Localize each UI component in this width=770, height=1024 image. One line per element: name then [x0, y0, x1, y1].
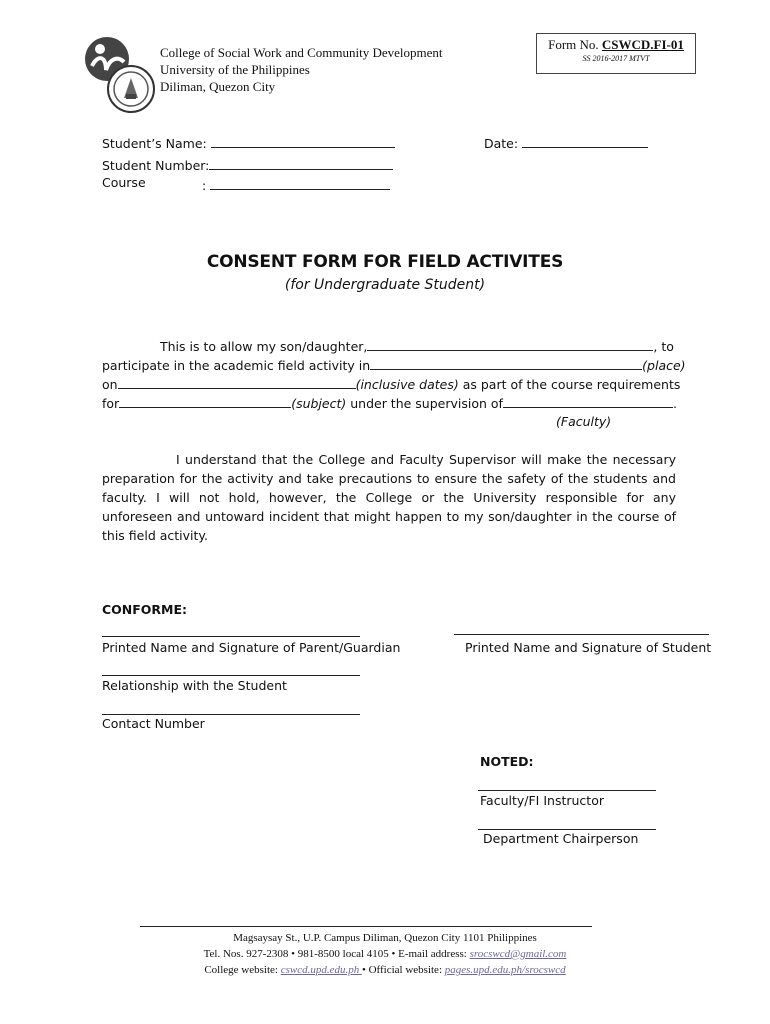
college-site-label: College website: — [204, 964, 281, 976]
place-hint: (place) — [642, 358, 686, 373]
instructor-signature-line[interactable] — [478, 790, 656, 791]
dates-line[interactable] — [118, 374, 356, 389]
consent-text: as part of the course requirements — [458, 377, 681, 392]
faculty-hint-text: (Faculty) — [556, 414, 612, 429]
subject-line[interactable] — [119, 393, 291, 408]
instructor-label: Faculty/FI Instructor — [480, 793, 604, 808]
form-no: CSWCD.FI-01 — [601, 37, 684, 52]
footer — [0, 930, 770, 978]
child-name-line[interactable] — [367, 336, 653, 351]
institution-header — [160, 44, 443, 95]
course-input[interactable] — [202, 175, 390, 193]
consent-text: participate in the academic field activity in — [102, 358, 371, 373]
official-site-label: • Official website: — [361, 964, 445, 976]
consent-text: on — [102, 377, 118, 392]
student-signature-label: Printed Name and Signature of Student — [465, 640, 712, 655]
course-colon: : — [202, 178, 207, 193]
date-field[interactable] — [484, 133, 648, 151]
student-signature-line[interactable] — [454, 634, 709, 635]
place-line[interactable] — [370, 355, 642, 370]
up-seal-logo — [106, 64, 156, 114]
consent-text: for — [102, 396, 120, 411]
chairperson-signature-line[interactable] — [478, 829, 656, 830]
parent-signature-line[interactable] — [102, 636, 360, 637]
college-name: College of Social Work and Community Development — [160, 45, 443, 60]
conforme-heading: CONFORME: — [102, 602, 188, 617]
consent-text: This is to allow my son/daughter, — [160, 339, 368, 354]
student-number-line[interactable] — [209, 155, 393, 170]
student-name-line[interactable] — [211, 133, 395, 148]
date-line[interactable] — [522, 133, 648, 148]
faculty-hint — [556, 412, 611, 431]
liability-text: I understand that the College and Faculty Supervisor will make the necessary preparation for the activity and take precautions to ensure the safety of the students and faculty. I will not hold, however, the College or the University responsible for any unforeseen and untoward incident that might happen to my son/daughter in the course of this field activity. — [102, 452, 676, 543]
footer-tel: Tel. Nos. 927-2308 • 981-8500 local 4105 • E-mail address: — [203, 948, 470, 960]
form-number-box — [536, 33, 696, 74]
footer-address: Magsaysay St., U.P. Campus Diliman, Quezon City 1101 Philippines — [233, 932, 537, 944]
consent-line-3 — [102, 374, 680, 394]
relationship-label: Relationship with the Student — [102, 678, 287, 693]
form-no-label: Form No. — [548, 37, 599, 52]
course-field[interactable] — [102, 175, 146, 190]
liability-paragraph — [102, 450, 676, 545]
student-name-label: Student’s Name: — [102, 136, 207, 151]
consent-text: . — [672, 396, 677, 411]
consent-line-4 — [102, 393, 677, 413]
college-site-link[interactable]: cswcd.upd.edu.ph — [280, 964, 362, 976]
student-number-label: Student Number: — [102, 158, 210, 173]
footer-contact — [0, 946, 770, 962]
consent-text: , to — [653, 339, 674, 354]
consent-text: under the supervision of — [346, 396, 503, 411]
chairperson-label: Department Chairperson — [483, 831, 639, 846]
consent-line-1 — [160, 336, 674, 356]
location: Diliman, Quezon City — [160, 79, 276, 94]
footer-websites — [0, 962, 770, 978]
date-label: Date: — [484, 136, 519, 151]
consent-line-2 — [102, 355, 686, 375]
contact-label: Contact Number — [102, 716, 205, 731]
official-site-link[interactable]: pages.upd.edu.ph/srocswcd — [444, 964, 566, 976]
relationship-line[interactable] — [102, 675, 360, 676]
form-code: SS 2016-2017 MTVT — [582, 54, 650, 63]
form-subtitle: (for Undergraduate Student) — [284, 277, 486, 293]
contact-line[interactable] — [102, 714, 360, 715]
faculty-line[interactable] — [503, 393, 673, 408]
noted-heading: NOTED: — [480, 754, 534, 769]
student-name-field[interactable] — [102, 133, 395, 151]
student-number-field[interactable] — [102, 155, 393, 173]
parent-signature-label: Printed Name and Signature of Parent/Guardian — [102, 640, 401, 655]
university-name: University of the Philippines — [160, 62, 310, 77]
course-label: Course — [102, 175, 146, 190]
footer-divider — [140, 926, 592, 927]
course-line[interactable] — [210, 175, 390, 190]
subject-hint: (subject) — [291, 396, 347, 411]
dates-hint: (inclusive dates) — [355, 377, 459, 392]
email-link[interactable]: srocswcd@gmail.com — [469, 948, 567, 960]
form-title: CONSENT FORM FOR FIELD ACTIVITES — [206, 252, 564, 272]
